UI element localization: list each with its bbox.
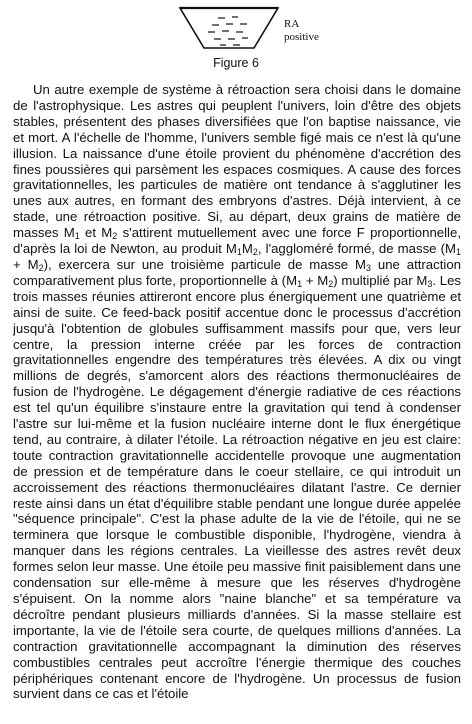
symbol-m1: M — [444, 241, 456, 257]
subscript-2: 2 — [38, 262, 44, 273]
subscript-3: 3 — [427, 278, 433, 289]
symbol-m1: M — [286, 272, 298, 288]
figure-6 — [0, 0, 472, 78]
text-run: Un autre exemple de système à rétroaction sera choisi dans le domaine de l'astrophysique. Les astres qui peuplent l'univers, loin d'être des objets stables, présentent des phases diversifiées que l'on baptise naissance, vie et mort. A l'échelle de l'homme, l'univers semble figé mais ce n'est là qu'une illusion. La naissance d'une étoile provient du phénomène d'accrétion des fines poussières qui parsèment les espaces cosmiques. A cause des forces gravitationnelles, les particules de matière ont tendance à s'agglutiner les unes aux autres, en formant des embryons d'astres. Déjà intervient, à ce stade, une rétroaction positive. Si, au départ, deux grains de matière de masses — [13, 82, 461, 241]
positive-feedback-funnel-diagram — [178, 2, 282, 54]
plus-sign: + — [302, 272, 318, 288]
symbol-m1: M — [63, 225, 75, 241]
symbol-m2: M — [317, 272, 329, 288]
subscript-2: 2 — [252, 247, 258, 258]
symbol-m2: M — [101, 225, 113, 241]
text-run: et — [79, 225, 102, 241]
figure-caption: Figure 6 — [213, 56, 259, 70]
text-run: une attraction comparativement plus forte, proportionnelle à ( — [13, 256, 461, 288]
subscript-1: 1 — [74, 231, 80, 242]
text-run: s'attirent mutuellement avec une force F proportionnelle, d'après la loi de Newton, au produit — [13, 225, 461, 257]
figure-label-positive: positive — [284, 31, 319, 43]
subscript-1: 1 — [236, 247, 242, 258]
text-run: , l'aggloméré formé, de masse ( — [257, 241, 445, 257]
subscript-1: 1 — [297, 278, 303, 289]
text-run: ), exercera sur une troisième particule de masse — [43, 256, 355, 272]
symbol-m1: M — [225, 241, 237, 257]
symbol-m3: M — [355, 256, 366, 272]
figure-label-ra: RA — [284, 18, 300, 30]
symbol-m2: M — [241, 241, 253, 257]
figure-label — [284, 18, 344, 44]
subscript-2: 2 — [328, 278, 334, 289]
symbol-m2: M — [27, 256, 39, 272]
text-run: ) multiplié par — [333, 272, 417, 288]
subscript-1: 1 — [455, 247, 461, 258]
body-paragraph — [13, 82, 461, 702]
text-run: . Les trois masses réunies attireront encore plus énergiquement une quatrième et ainsi de suite. Ce feed-back positif accentue donc le processus d'accrétion jusqu'à l'obtention de globules suffisamment massifs pour que, vers leur centre, la pression interne créée par les forces de contraction gravitationnelles engendre des températures très élevées. A dix ou vingt millions de degrés, s'amorcent alors des réactions thermonucléaires de fusion de l'hydrogène. Le dégagement d'énergie radiative de ces réactions est tel qu'un équilibre s'instaure entre la gravitation qui tend à condenser l'astre sur lui-même et la fusion nucléaire interne dont le flux énergétique tend, au contraire, à dilater l'étoile. La rétroaction négative en jeu est claire: toute contraction gravitationnelle accidentelle provoque une augmentation de pression et de température dans le coeur stellaire, ce qui introduit un accroissement des réactions thermonucléaires dilatant l'astre. Ce dernier reste ainsi dans un état d'équilibre stable pendant une longue durée appelée "séquence principale". C'est la phase adulte de la vie de l'étoile, qui ne se terminera que lorsque le combustible disponible, l'hydrogène, viendra à manquer dans les régions centrales. La vieillesse des astres revêt deux formes selon leur masse. Une étoile peu massive finit paisiblement dans une condensation sur elle-même à mesure que les réserves d'hydrogène s'épuisent. On la nomme alors "naine blanche" et sa température va décroître pendant plusieurs milliards d'années. Si la masse stellaire est importante, la vie de l'étoile sera courte, de quelques millions d'années. La contraction gravitationnelle accompagnant la diminution des réserves combustibles centrales peut accroître l'énergie thermique des couches périphériques contenant encore de l'hydrogène. Un processus de fusion survient dans ce cas et l'étoile — [13, 272, 462, 702]
subscript-2: 2 — [112, 231, 118, 242]
symbol-m3: M — [416, 272, 428, 288]
plus-sign: + — [13, 256, 28, 272]
subscript-3: 3 — [366, 262, 372, 273]
